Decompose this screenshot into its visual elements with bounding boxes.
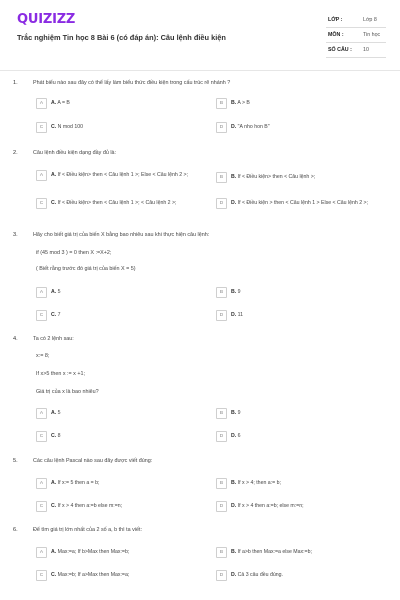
option-letter-box: C	[36, 570, 47, 581]
meta-value: Lớp 8	[363, 17, 377, 23]
option-letter-box: B	[216, 547, 227, 558]
header-divider	[0, 70, 400, 71]
worksheet-page: QUIZIZZ Trắc nghiệm Tin học 8 Bài 6 (có đáp án): Câu lệnh điều kiện LỚP : Lớp 8 MÔN : Tin học SỐ CÂU : 10 1. Phát biểu nào sau đây có thể lấy làm biểu thức điều kiện trong cấu trúc rẽ nhánh ? A A. A = B B B. A > B C C. N mod 100 D D. "A nho hon B" 2. Câu lệnh điều kiện dạng đầy đủ là: A A. If < Điều kiện> then < Câu lệnh 1 >; Else < Câu lệnh 2 >; B B. If < Điều kiện> then < Câu lệnh >; C C. If < Điều kiện> then < Câu lệnh 1 >; < Câu lệnh 2 >; D D. If < Điều kiện > then < Câu lệnh 1 > Else < Câu lệnh 2 >; 3. Hãy cho biết giá trị của biến X bằng bao nhiêu sau khi thực hiện câu lệnh: if (45 mod 3 ) = 0 then X :=X+2; ( Biết rằng trước đó giá trị của biến X = 5) A A. 5 B B. 9 C C. 7 D D. 11 4. Ta có 2 lệnh sau: x:= 8; If x>5 then x := x +1; Giá trị của x là bao nhiêu? A A. 5 B B. 9 C C. 8 D D. 6 5. Các câu lệnh Pascal nào sau đây được viết đúng: A A. If x:= 5 then a = b; B B. If x > 4; then a:= b; C C. If x > 4 then a:=b else m:=n; D D. If x > 4 then a:=b; else m:=n; 6. Để tìm giá trị lớn nhất của 2 số a, b thì ta viết: A A. Max:=a; If b>Max then Max:=b; B B. If a>b then Max:=a else Max:=b; C C. Max:=b; If a>Max then Max:=a; D D. Cả 3 câu đều đúng.	[0, 0, 400, 600]
question-line: Giá trị của x là bao nhiêu?	[36, 389, 99, 395]
option-letter-box: A	[36, 547, 47, 558]
option-letter-box: D	[216, 310, 227, 321]
quizizz-logo[interactable]: QUIZIZZ	[17, 12, 76, 27]
option-letter-box: A	[36, 408, 47, 419]
question-number: 6.	[13, 527, 18, 533]
question-line: If x>5 then x := x +1;	[36, 371, 85, 377]
question-number: 4.	[13, 336, 18, 342]
option-letter-box: D	[216, 501, 227, 512]
question-number: 3.	[13, 232, 18, 238]
option-letter-box: D	[216, 198, 227, 209]
question-text: Hãy cho biết giá trị của biến X bằng bao nhiêu sau khi thực hiện câu lệnh:	[33, 232, 210, 238]
option-letter-box: C	[36, 122, 47, 133]
option-letter-box: B	[216, 172, 227, 183]
option-letter-box: D	[216, 122, 227, 133]
page-title: Trắc nghiệm Tin học 8 Bài 6 (có đáp án): Câu lệnh điều kiện	[17, 33, 226, 42]
question-text: Các câu lệnh Pascal nào sau đây được viết đúng:	[33, 458, 153, 464]
question-number: 2.	[13, 150, 18, 156]
meta-value: Tin học	[363, 32, 381, 38]
option-letter-box: C	[36, 310, 47, 321]
option-letter-box: A	[36, 478, 47, 489]
question-text: Phát biểu nào sau đây có thể lấy làm biểu thức điều kiện trong cấu trúc rẽ nhánh ?	[33, 80, 231, 86]
question-number: 5.	[13, 458, 18, 464]
option-letter-box: D	[216, 570, 227, 581]
question-text: Câu lệnh điều kiện dạng đầy đủ là:	[33, 150, 117, 156]
meta-subject	[326, 28, 386, 43]
meta-question-count	[326, 43, 386, 58]
question-line: x:= 8;	[36, 353, 50, 359]
question-text: Để tìm giá trị lớn nhất của 2 số a, b thì ta viết:	[33, 527, 143, 533]
meta-class	[326, 13, 386, 28]
meta-value: 10	[363, 47, 369, 53]
meta-key: MÔN :	[328, 32, 344, 38]
option-letter-box: B	[216, 98, 227, 109]
option-letter-box: C	[36, 501, 47, 512]
worksheet-header	[0, 0, 400, 66]
option-letter-box: B	[216, 408, 227, 419]
option-letter-box: A	[36, 287, 47, 298]
question-number: 1.	[13, 80, 18, 86]
question-line: if (45 mod 3 ) = 0 then X :=X+2;	[36, 250, 112, 256]
meta-key: SỐ CÂU :	[328, 47, 352, 53]
option-letter-box: C	[36, 431, 47, 442]
option-letter-box: B	[216, 287, 227, 298]
option-letter-box: A	[36, 170, 47, 181]
question-line: ( Biết rằng trước đó giá trị của biến X = 5)	[36, 266, 136, 272]
question-text: Ta có 2 lệnh sau:	[33, 336, 74, 342]
option-letter-box: B	[216, 478, 227, 489]
meta-key: LỚP :	[328, 17, 343, 23]
option-letter-box: A	[36, 98, 47, 109]
option-letter-box: D	[216, 431, 227, 442]
option-letter-box: C	[36, 198, 47, 209]
